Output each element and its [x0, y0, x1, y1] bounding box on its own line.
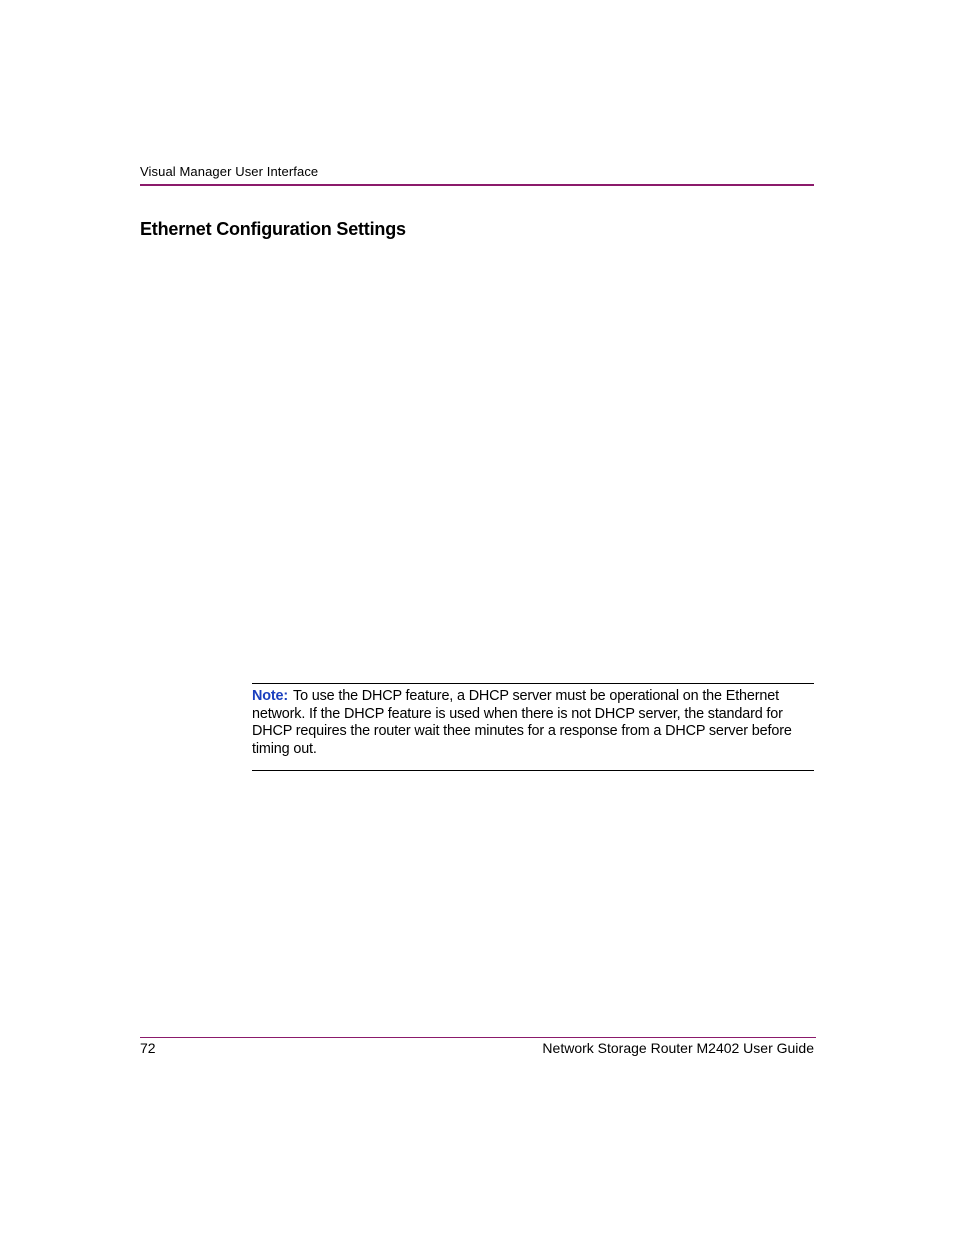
running-header: Visual Manager User Interface: [140, 164, 319, 179]
footer-document-title: Network Storage Router M2402 User Guide: [542, 1040, 814, 1056]
page-number: 72: [140, 1040, 156, 1056]
note-label: Note:: [252, 688, 289, 704]
note-box: [252, 688, 814, 758]
note-text: To use the DHCP feature, a DHCP server must be operational on the Ethernet network. If the DHCP feature is used when there is not DHCP server, the standard for DHCP requires the router wait thee minutes for a response from a DHCP server before timing out.: [252, 688, 792, 757]
footer-rule: [140, 1037, 816, 1038]
note-rule-bottom: [252, 770, 814, 771]
header-rule: [140, 184, 814, 186]
note-rule-top: [252, 683, 814, 684]
section-title: Ethernet Configuration Settings: [140, 219, 406, 239]
